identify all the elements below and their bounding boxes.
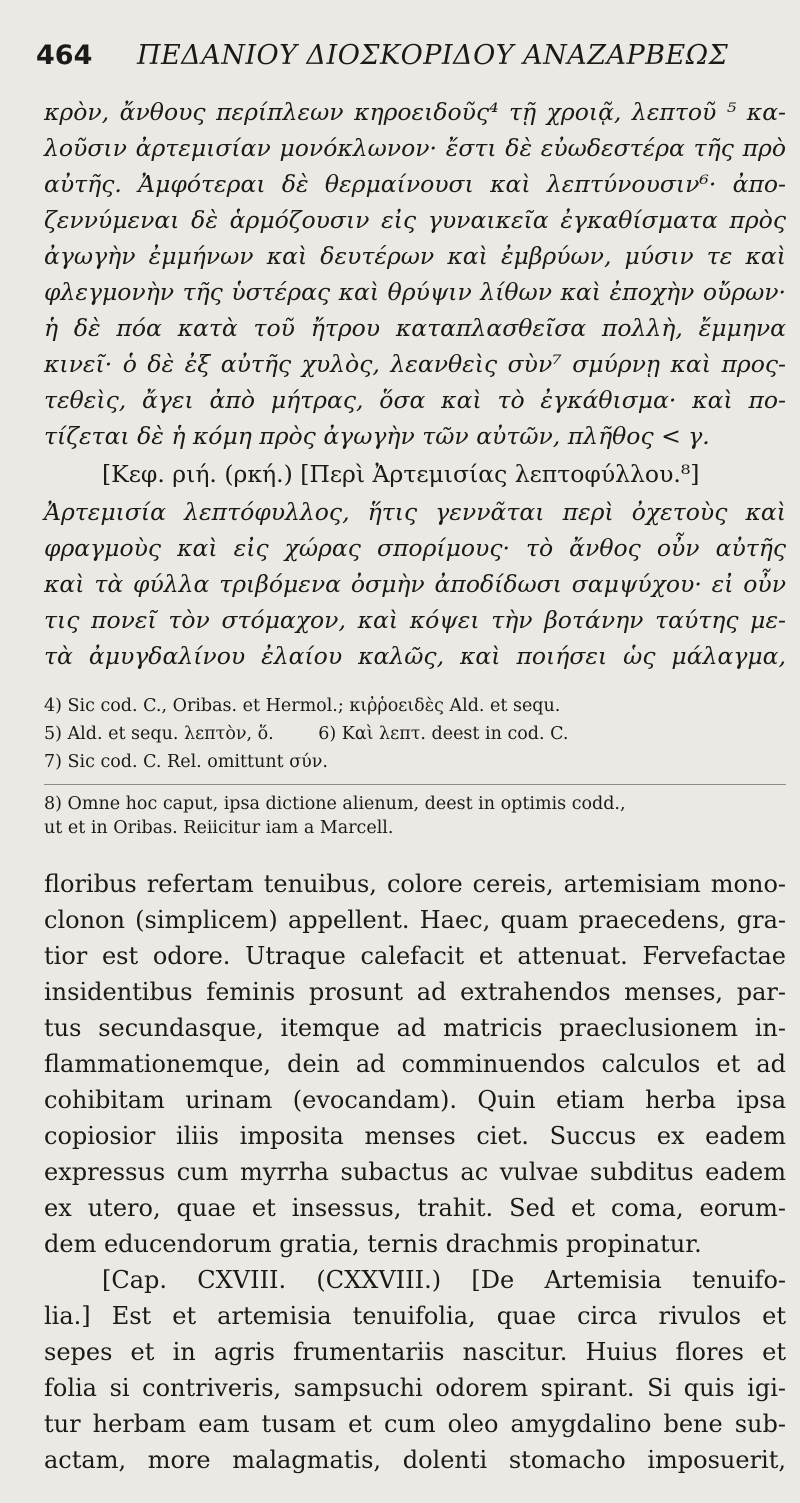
page-number: 464: [36, 40, 93, 71]
footnote: 4) Sic cod. C., Oribas. et Hermol.; κιῤῥοειδὲς Ald. et sequ.: [44, 696, 561, 716]
latin-line: lia.] Est et artemisia tenuifolia, quae circa rivulos et: [44, 1302, 786, 1330]
latin-line: actam, more malagmatis, dolenti stomacho imposuerit,: [44, 1446, 786, 1474]
greek-line: ζεννύμεναι δὲ ἁρμόζουσιν εἰς γυναικεῖα ἐγκαθίσματα πρὸς: [44, 206, 786, 234]
footnote: 8) Omne hoc caput, ipsa dictione alienum, deest in optimis codd.,: [44, 794, 626, 814]
latin-line: folia si contriveris, sampsuchi odorem spirant. Si quis igi-: [44, 1374, 786, 1402]
footnote: 7) Sic cod. C. Rel. omittunt σύν.: [44, 752, 328, 772]
latin-line: expressus cum myrrha subactus ac vulvae subditus eadem: [44, 1158, 786, 1186]
latin-line: copiosior iliis imposita menses ciet. Succus ex eadem: [44, 1122, 786, 1150]
greek-line: αὐτῆς. Ἀμφότεραι δὲ θερμαίνουσι καὶ λεπτύνουσιν⁶· ἀπο-: [44, 170, 786, 198]
greek-line: τεθεὶς, ἄγει ἀπὸ μήτρας, ὅσα καὶ τὸ ἐγκάθισμα· καὶ πο-: [44, 386, 786, 414]
latin-line: clonon (simplicem) appellent. Haec, quam praecedens, gra-: [44, 906, 786, 934]
page-header: [36, 38, 776, 74]
greek-line: φλεγμονὴν τῆς ὑστέρας καὶ θρύψιν λίθων καὶ ἐποχὴν οὔρων·: [44, 278, 786, 306]
footnote: 5) Ald. et sequ. λεπτὸν, ὅ. 6) Καὶ λεπτ. deest in cod. C.: [44, 724, 569, 744]
greek-line: κρὸν, ἄνθους περίπλεων κηροειδοῦς⁴ τῇ χροιᾷ, λεπτοῦ ⁵ κα-: [44, 98, 786, 126]
footnote: ut et in Oribas. Reiicitur iam a Marcell.: [44, 818, 394, 838]
greek-line: τις πονεῖ τὸν στόμαχον, καὶ κόψει τὴν βοτάνην ταύτης με-: [44, 606, 786, 634]
greek-line: Ἀρτεμισία λεπτόφυλλος, ἥτις γεννᾶται περὶ ὀχετοὺς καὶ: [44, 498, 786, 526]
greek-line: ἀγωγὴν ἐμμήνων καὶ δευτέρων καὶ ἐμβρύων, μύσιν τε καὶ: [44, 242, 786, 270]
greek-line: ἡ δὲ πόα κατὰ τοῦ ἤτρου καταπλασθεῖσα πολλὴ, ἔμμηνα: [44, 314, 786, 342]
greek-line: φραγμοὺς καὶ εἰς χώρας σπορίμους· τὸ ἄνθος οὖν αὐτῆς: [44, 534, 786, 562]
greek-chapter-heading: [Κεφ. ριή. (ρκή.) [Περὶ Ἀρτεμισίας λεπτοφύλλου.⁸]: [102, 460, 700, 488]
greek-line: λοῦσιν ἀρτεμισίαν μονόκλωνον· ἔστι δὲ εὐωδεστέρα τῆς πρὸ: [44, 134, 786, 162]
latin-line: ex utero, quae et insessus, trahit. Sed et coma, eorum-: [44, 1194, 786, 1222]
latin-line: dem educendorum gratia, ternis drachmis propinatur.: [44, 1230, 702, 1258]
latin-line: floribus refertam tenuibus, colore cereis, artemisiam mono-: [44, 870, 786, 898]
greek-line: τίζεται δὲ ἡ κόμη πρὸς ἀγωγὴν τῶν αὐτῶν, πλῆθος < γ.: [44, 422, 710, 450]
greek-line: καὶ τὰ φύλλα τριβόμενα ὀσμὴν ἀποδίδωσι σαμψύχου· εἰ οὖν: [44, 570, 786, 598]
latin-line: insidentibus feminis prosunt ad extrahendos menses, par-: [44, 978, 786, 1006]
footnote-divider: [44, 784, 786, 785]
greek-line: κινεῖ· ὁ δὲ ἐξ αὐτῆς χυλὸς, λεανθεὶς σὺν⁷ σμύρνῃ καὶ προς-: [44, 350, 786, 378]
latin-chapter-heading: [Cap. CXVIII. (CXXVIII.) [De Artemisia tenuifo-: [102, 1266, 786, 1294]
latin-line: tus secundasque, itemque ad matricis praeclusionem in-: [44, 1014, 786, 1042]
running-title: ΠΕΔΑΝΙΟΥ ΔΙΟΣΚΟΡΙΔΟΥ ΑΝΑΖΑΡΒΕΩΣ: [136, 40, 729, 71]
latin-line: sepes et in agris frumentariis nascitur. Huius flores et: [44, 1338, 786, 1366]
latin-line: tior est odore. Utraque calefacit et attenuat. Fervefactae: [44, 942, 786, 970]
greek-line: τὰ ἀμυγδαλίνου ἐλαίου καλῶς, καὶ ποιήσει ὡς μάλαγμα,: [44, 642, 786, 670]
latin-line: tur herbam eam tusam et cum oleo amygdalino bene sub-: [44, 1410, 786, 1438]
latin-line: cohibitam urinam (evocandam). Quin etiam herba ipsa: [44, 1086, 786, 1114]
latin-line: flammationemque, dein ad comminuendos calculos et ad: [44, 1050, 786, 1078]
